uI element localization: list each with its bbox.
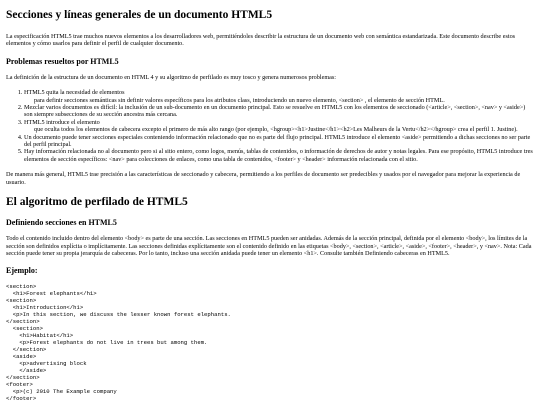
list-item-text: HTML5 quita la necesidad de elementos [24,89,125,97]
problems-list [6,89,534,163]
intro-paragraph: La especificación HTML5 trae muchos nuevos elementos a los desarrolladores web, permitiéndoles describir la estructura de un documento web con semántica estandarizada. Este documento describe estos elementos y cómo usarlos para definir el perfil de cualquier documento. [6,33,516,48]
problems-intro: La definición de la estructura de un documento en HTML 4 y su algoritmo de perfilado es muy tosco y genera numerosos problemas: [6,73,337,81]
list-item [24,104,534,119]
algorithm-heading: El algoritmo de perfilado de HTML5 [6,196,188,209]
problems-heading: Problemas resueltos por HTML5 [6,56,119,66]
list-item-text: Un documento puede tener secciones especiales conteniendo información relacionado que no es parte del flujo principal. HTML5 introduce el elemento <aside> permitiendo a dichas secciones no ser parte del perfil principal. [24,133,531,149]
defining-sections-heading: Definiendo secciones en HTML5 [6,218,117,228]
code-example: <section> <h1>Forest elephants</h1> <section> <h1>Introduction</h1> <p>In this section, we discuss the lesser known forest elephants. </section> <section> <h1>Habitat</h1> <p>Forest elephants do not live in trees but among them. </section> <aside> <p>advertising block </aside> </section> <footer> <p>(c) 2010 The Example company </footer> [6,283,231,403]
list-item-text: Hay información relacionada no al documento pero si al sitio entero, como logos, menús, tablas de contenidos, o información de derechos de autor y notas legales. Para ese propósito, HTML5 introduce tres elementos de sección específicos: <nav> para colecciones de enlaces, como una tabla de contenidos, <footer> y <header> información relacionada con el sitio. [24,148,533,163]
list-item [24,134,534,149]
page-title: Secciones y líneas generales de un documento HTML5 [6,9,273,21]
list-item-continuation: para definir secciones semánticas sin definir valores específicos para los atributos class, introduciendo un nuevo elemento, <section> , el elemento de sección HTML. [34,96,445,104]
example-heading: Ejemplo: [6,266,38,276]
summary-paragraph: De manera más general, HTML5 trae precisión a las características de seccionado y cabecera, permitiendo a los perfiles de documento ser predecibles y usados por el navegador para mejorar la experiencia de usuario. [6,171,521,186]
list-item [24,148,534,163]
defining-sections-paragraph: Todo el contenido incluido dentro del elemento <body> es parte de una sección. Las secciones en HTML5 pueden ser anidadas. Además de la sección principal, definida por el elemento <body>, los límites de la sección son definidos explícita o implícitamente. Las secciones definidas explícitamente son el contenido definido en las etiquetas <body>, <section>, <article>, <aside>, <footer>, <header>, y <nav>. Nota: Cada sección puede tener su propia jerarquía de cabeceras. Por lo tanto, incluso una sección anidada puede tener un elemento <h1>. Consulte también Definiendo cabeceras en HTML5. [6,235,532,257]
list-item-text: Mezclar varios documentos es difícil: la inclusión de un sub-documento en un documento principal. Esto se resuelve en HTML5 con los elementos de seccionado (<article>, <section>, <nav> y <aside>) son siempre subsecciones de su sección ancestra más cercana. [24,104,526,119]
list-item [24,89,534,104]
list-item [24,119,534,134]
list-item-continuation: que oculta todos los elementos de cabecera excepto el primero de más alto rango (por ejemplo, <hgroup><h1>Justine</h1><h2>Les Malheurs de la Vertu</h2></hgroup> crea el perfil 1. Justine). [34,126,518,134]
list-item-text: HTML5 introduce el elemento [24,118,100,126]
